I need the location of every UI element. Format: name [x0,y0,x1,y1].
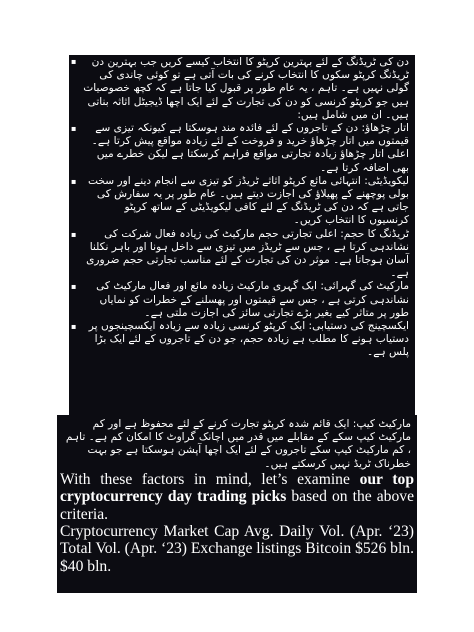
bullet-icon: ▪ [71,229,77,239]
urdu-bullet-list [69,55,415,415]
bullet-icon: ▪ [71,124,77,134]
english-lead-text: With these factors in mind, let’s examine [60,470,360,488]
english-tail-text: based on the above criteria. [60,488,414,523]
list-item-text: مارکیٹ کی گہرائی: ایک گہری مارکیٹ زیادہ مائع اور فعال مارکیٹ کی نشاندہی کرتی ہے ، جس سے قیمتوں اور پھسلنے کے خطرات کو نمایاں طور پر متاثر کیے بغیر بڑے تجارتی سائز کی اجازت ملتی ہے۔ [96,280,409,319]
english-bold-text: our top cryptocurrency day trading picks [60,470,414,506]
english-paragraph [57,471,417,523]
document-body-wide [57,415,417,593]
bullet-icon: ▪ [71,176,77,186]
bullet-icon: ▪ [71,282,77,292]
list-item-text: لیکویڈیٹی: انتہائی مائع کرپٹو اثاثے ٹریڈز کو تیزی سے انجام دینے اور سخت بولی پوچھنے کے پھیلاؤ کی اجازت دیتے ہیں۔ عام طور پر یہ سفارش کی جاتی ہے کہ دن کی ٹریڈنگ کے لئے کافی لیکویڈیٹی کے ساتھ کرپٹو کرنسیوں کا انتخاب کریں۔ [88,174,409,227]
list-item [69,228,415,281]
list-item [69,55,415,122]
list-item [69,122,415,175]
list-item [69,280,415,320]
list-item-text: اتار چڑھاؤ: دن کے تاجروں کے لئے فائدہ مند ہوسکتا ہے کیونکہ تیزی سے قیمتوں میں اتار چڑھاؤ خرید و فروخت کے لئے زیادہ مواقع پیش کرتا ہے۔ اعلی اتار چڑھاؤ زیادہ تجارتی مواقع فراہم کرسکتا ہے لیکن خطرے میں بھی اضافہ کرتا ہے۔ [91,122,409,174]
bullet-icon: ▪ [71,57,77,66]
list-item-text: ایکسچینج کی دستیابی: ایک کرپٹو کرنسی زیادہ سے زیادہ ایکسچینجوں پر دستیاب ہونے کا مطلب ہے زیادہ حجم، جو دن کے تاجروں کے لئے ایک بڑا پلس ہے۔ [88,320,409,359]
crypto-table-text: Cryptocurrency Market Cap Avg. Daily Vol. (Apr. ‘23) Total Vol. (Apr. ‘23) Exchange listings Bitcoin $526 bln. $40 bln. [60,523,414,575]
list-item [69,320,415,360]
list-item [69,175,415,228]
market-cap-paragraph: مارکیٹ کیپ: ایک قائم شدہ کرپٹو تجارت کرنے کے لئے محفوظ ہے اور کم مارکیٹ کیپ سکے کے مقابلے میں قدر میں اچانک گراوٹ کا امکان کم ہے۔ تاہم ، کم مارکیٹ کیپ سکے تاجروں کے لئے ایک اچھا آپشن ہوسکتا ہے جو بہت خطرناک ٹریڈ نہیں کرسکتے ہیں۔ [65,418,411,470]
list-item-text: ٹریڈنگ کا حجم: اعلی تجارتی حجم مارکیٹ کی زیادہ فعال شرکت کی نشاندہی کرتا ہے ، جس سے ٹریڈز میں تیزی سے داخل ہونا اور باہر نکلنا آسان ہوجاتا ہے۔ موثر دن کی تجارت کے لئے مناسب تجارتی حجم ضروری ہے۔ [86,227,409,280]
bullet-icon: ▪ [71,322,77,332]
list-item-text: دن کی ٹریڈنگ کے لئے بہترین کرپٹو کا انتخاب کیسے کریں جب بہترین دن ٹریڈنگ کرپٹو سکوں کا انتخاب کرنے کی بات آتی ہے تو کوئی چاندی کی گولی نہیں ہے۔ تاہم ، یہ عام طور پر قبول کیا جاتا ہے کہ کچھ خصوصیات ہیں جو کرپٹو کرنسی کو دن کی تجارت کے لئے ایک اچھا ڈیجیٹل اثاثہ بناتی ہیں۔ ان میں شامل ہیں: [83,56,409,121]
